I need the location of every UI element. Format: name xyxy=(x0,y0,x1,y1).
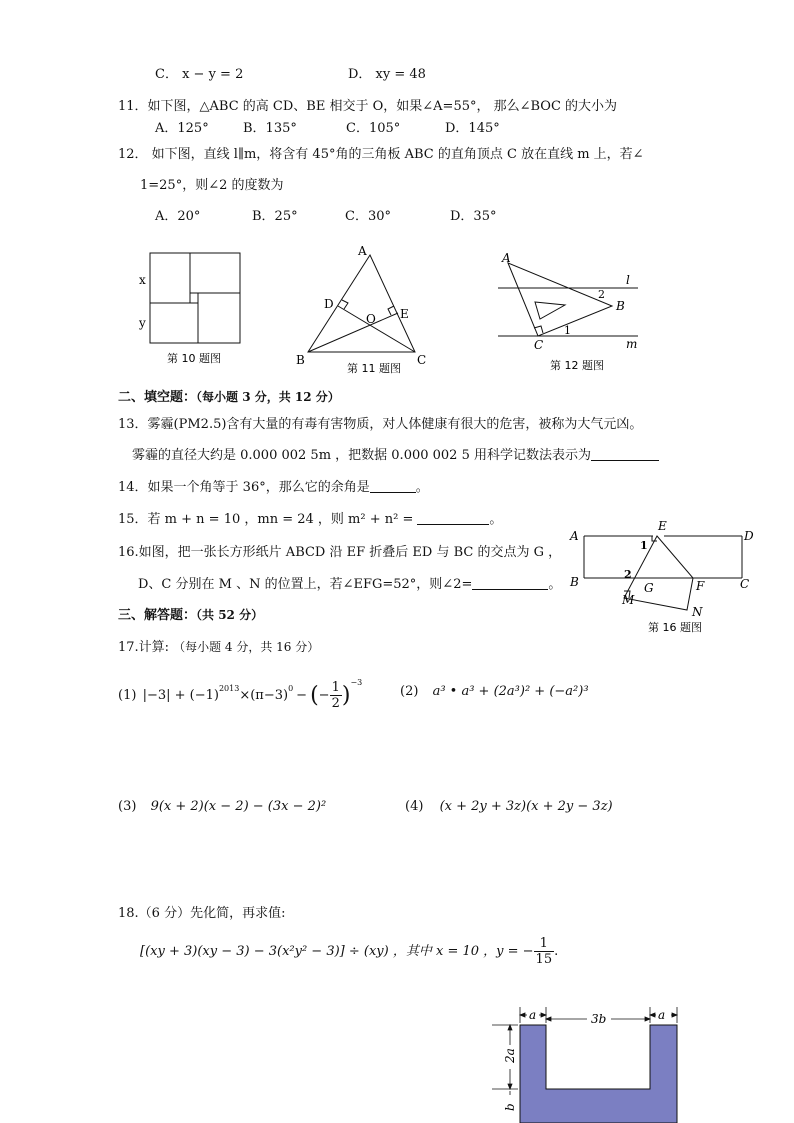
q17-p1-frac-den: 2 xyxy=(331,696,340,711)
q14-answer-blank[interactable] xyxy=(370,480,416,493)
q17-p1-minus: − xyxy=(296,688,308,703)
q16-label-f: F xyxy=(696,579,705,593)
q18-frac-den: 15 xyxy=(535,952,553,967)
q12-stem-line1: 12． 如下图，直线 l∥m，将含有 45°角的三角板 ABC 的直角顶点 C 放在直线 m 上，若∠ xyxy=(118,147,644,162)
q12-label-c: C xyxy=(534,338,544,352)
q11-label-d: D xyxy=(324,297,334,311)
q15-tail: 。 xyxy=(489,512,503,527)
q13-line2 xyxy=(132,444,659,463)
q16-label-d: D xyxy=(744,529,754,543)
q12-label-a: A xyxy=(502,251,511,265)
q17-part4 xyxy=(405,799,613,814)
q10-option-c: C． x − y = 2 xyxy=(155,67,244,82)
q16-label-c: C xyxy=(740,577,750,591)
q17-p4-label: (4) xyxy=(405,799,424,814)
q16-label-n: N xyxy=(692,605,703,619)
q16-line1: 16.如图，把一张长方形纸片 ABCD 沿 EF 折叠后 ED 与 BC 的交点为 G ， xyxy=(118,545,562,560)
section-2-note: （每小题 3 分，共 12 分） xyxy=(196,390,340,404)
q17-part1: (1) $|-3| + (-1)^{2013}\times(\pi-3)^0$ − (− $\frac{1}{2}$ )$^{-3}$ xyxy=(118,678,363,711)
q12-label-m: m xyxy=(626,337,638,351)
q18-frac-num: 1 xyxy=(534,936,555,952)
q12-label-angle2: 2 xyxy=(598,288,605,301)
q13-line2-text: 雾霾的直径大约是 0.000 002 5m ，把数据 0.000 002 5 用科学记数法表示为 xyxy=(132,448,591,463)
q12-label-b: B xyxy=(616,299,625,313)
q18-fraction xyxy=(534,936,555,967)
q15-text: 15．若 m + n = 10 ，mn = 24 ，则 m² + n² = xyxy=(118,512,414,527)
q10-label-x: x xyxy=(139,273,146,287)
q16-tail: 。 xyxy=(548,577,562,592)
q17-p1-label: (1) xyxy=(118,688,137,703)
q16-label-angle1: 1 xyxy=(640,539,648,552)
q14 xyxy=(118,476,429,495)
q11-option-d: D．145° xyxy=(445,121,500,136)
section-3-heading xyxy=(118,604,263,623)
q12-caption: 第 12 题图 xyxy=(550,359,604,372)
q17-p1-fraction xyxy=(330,680,342,711)
q16-label-m: M xyxy=(622,593,635,607)
q16-line2 xyxy=(138,573,561,592)
q19-label-3b: 3b xyxy=(591,1012,607,1026)
q16-line2-text: D、C 分别在 M 、N 的位置上，若∠EFG=52°，则∠2= xyxy=(138,577,473,592)
q17-note: （每小题 4 分，共 16 分） xyxy=(173,640,320,654)
q17-title: 17.计算: xyxy=(118,640,170,655)
q19-label-2a: 2a xyxy=(503,1048,517,1063)
section-3-note: （共 52 分） xyxy=(196,608,264,622)
q17-p2-expr: a³ • a³ + (2a³)² + (−a²)³ xyxy=(432,684,589,699)
q17-p3-expr: 9(x + 2)(x − 2) − (3x − 2)² xyxy=(150,799,327,814)
q16-answer-blank[interactable] xyxy=(472,577,548,590)
q14-text: 14．如果一个角等于 36°，那么它的余角是 xyxy=(118,480,370,495)
q16-label-g: G xyxy=(644,581,654,595)
q17-p2-label: (2) xyxy=(400,684,419,699)
q11-caption: 第 11 题图 xyxy=(347,362,401,375)
q17-part2 xyxy=(400,684,589,699)
q11-option-c: C．105° xyxy=(346,121,401,136)
figure-q10 xyxy=(135,248,255,368)
q13-line1: 13．雾霾(PM2.5)含有大量的有毒有害物质，对人体健康有很大的危害，被称为大气元凶。 xyxy=(118,417,643,432)
q12-option-c: C．30° xyxy=(345,209,391,224)
q17-p3-label: (3) xyxy=(118,799,137,814)
q16-label-a: A xyxy=(570,529,579,543)
q16-label-e: E xyxy=(658,519,667,533)
q11-label-a: A xyxy=(358,244,367,258)
q13-answer-blank[interactable] xyxy=(591,448,659,461)
q11-option-b: B．135° xyxy=(243,121,297,136)
q19-label-b: b xyxy=(503,1103,517,1111)
q12-label-angle1: 1 xyxy=(564,324,571,337)
q17-p1-mid: ×(π−3) xyxy=(239,688,289,703)
section-2-heading xyxy=(118,386,340,405)
q17-p4-expr: (x + 2y + 3z)(x + 2y − 3z) xyxy=(439,799,613,814)
q17-p1-frac-num: 1 xyxy=(331,680,340,695)
q18-title: 18.（6 分）先化简，再求值: xyxy=(118,906,286,921)
section-3-title: 三、解答题： xyxy=(118,608,197,623)
q16-label-angle2: 2 xyxy=(624,568,632,581)
q17-part3 xyxy=(118,799,326,814)
q19-label-a-right: a xyxy=(658,1008,666,1022)
q10-caption: 第 10 题图 xyxy=(167,352,221,365)
figure-q12 xyxy=(490,248,650,378)
q11-label-b: B xyxy=(296,353,305,367)
section-2-title: 二、填空题： xyxy=(118,390,197,405)
q16-label-b: B xyxy=(570,575,579,589)
q15 xyxy=(118,508,502,527)
q17-p1-exp3: −3 xyxy=(350,678,363,687)
q10-label-y: y xyxy=(139,316,146,330)
figure-q19 xyxy=(490,1003,690,1123)
q17-p1-exp2: 0 xyxy=(288,684,294,693)
q17-p1-exp1: 2013 xyxy=(218,684,240,693)
q17-p1-expr: |−3| + (−1) xyxy=(142,688,219,703)
q11-label-o: O xyxy=(366,312,376,326)
q17-header xyxy=(118,636,319,655)
q12-stem-line2: 1=25°，则∠2 的度数为 xyxy=(140,178,284,193)
q18-expression xyxy=(140,936,558,967)
u-shaped-region xyxy=(520,1025,677,1123)
q12-option-a: A．20° xyxy=(155,209,201,224)
q19-label-a-left: a xyxy=(529,1008,537,1022)
figure-q16 xyxy=(566,518,758,638)
q18-tail: . xyxy=(554,944,559,959)
q14-tail: 。 xyxy=(415,480,429,495)
q10-option-d: D． xy = 48 xyxy=(348,67,426,82)
q11-label-c: C xyxy=(417,353,427,367)
q11-label-e: E xyxy=(400,307,409,321)
q12-option-d: D．35° xyxy=(450,209,497,224)
q16-caption: 第 16 题图 xyxy=(648,621,702,634)
q11-option-a: A．125° xyxy=(155,121,209,136)
q11-stem: 11．如下图，△ABC 的高 CD、BE 相交于 O，如果∠A=55°， 那么∠BOC 的大小为 xyxy=(118,99,618,114)
q12-label-l: l xyxy=(626,273,630,287)
q15-answer-blank[interactable] xyxy=(417,512,489,525)
figure-q11 xyxy=(290,240,440,380)
q18-expr: [(xy + 3)(xy − 3) − 3(x²y² − 3)] ÷ (xy) ，其中 x = 10 ，y = − xyxy=(140,944,534,959)
q12-option-b: B．25° xyxy=(252,209,298,224)
